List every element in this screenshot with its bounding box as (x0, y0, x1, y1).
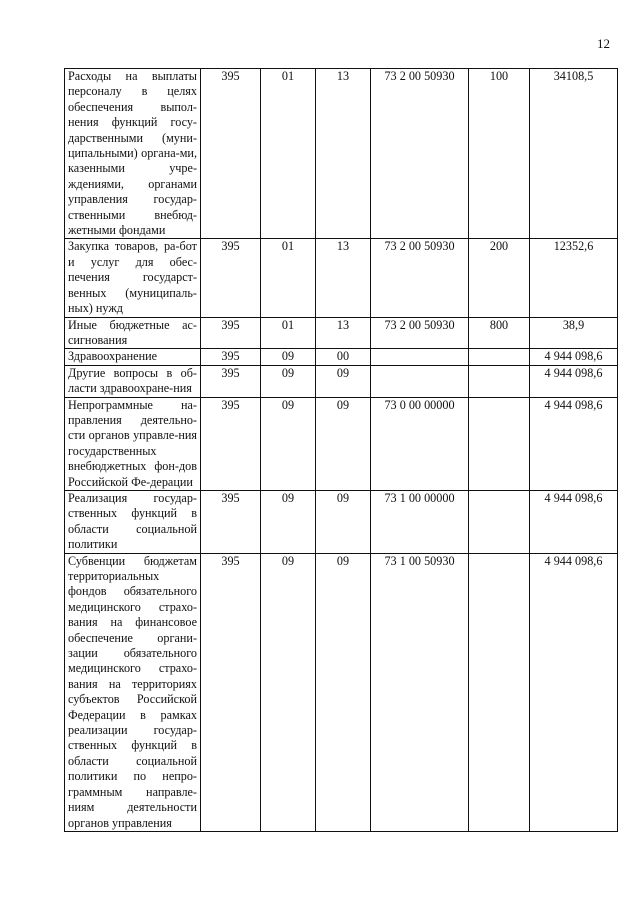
row-name: Расходы на выплаты персоналу в целях обеспечения выпол-нения функций госу-дарственными (муни-ципальными) органа-ми, казенными учре-ждениями, органами управления государ-ственными внебюд-жетными фондами (65, 69, 201, 239)
table-row (65, 397, 618, 490)
row-rz: 09 (261, 365, 316, 397)
row-rz: 01 (261, 317, 316, 349)
row-pr: 13 (316, 317, 371, 349)
row-pr: 09 (316, 553, 371, 831)
row-csr (371, 349, 469, 365)
row-rz: 09 (261, 397, 316, 490)
row-vr (469, 365, 530, 397)
row-name: Закупка товаров, ра-бот и услуг для обес-печения государст-венных (муниципаль-ных) нужд (65, 239, 201, 317)
row-name: Реализация государ-ственных функций в области социальной политики (65, 490, 201, 553)
row-sum: 4 944 098,6 (530, 490, 618, 553)
row-pr: 00 (316, 349, 371, 365)
row-ved: 395 (201, 349, 261, 365)
row-sum: 4 944 098,6 (530, 553, 618, 831)
row-sum: 4 944 098,6 (530, 397, 618, 490)
row-vr: 200 (469, 239, 530, 317)
row-sum: 4 944 098,6 (530, 365, 618, 397)
row-csr: 73 2 00 50930 (371, 69, 469, 239)
row-ved: 395 (201, 317, 261, 349)
table-row (65, 365, 618, 397)
row-csr: 73 2 00 50930 (371, 239, 469, 317)
row-vr: 100 (469, 69, 530, 239)
row-pr: 13 (316, 239, 371, 317)
table-row (65, 553, 618, 831)
row-ved: 395 (201, 365, 261, 397)
row-rz: 09 (261, 553, 316, 831)
row-ved: 395 (201, 397, 261, 490)
row-sum: 34108,5 (530, 69, 618, 239)
table-row (65, 349, 618, 365)
row-name: Иные бюджетные ас-сигнования (65, 317, 201, 349)
row-vr (469, 490, 530, 553)
row-pr: 09 (316, 397, 371, 490)
row-ved: 395 (201, 553, 261, 831)
row-vr (469, 553, 530, 831)
row-name: Другие вопросы в об-ласти здравоохране-ния (65, 365, 201, 397)
row-rz: 01 (261, 239, 316, 317)
row-csr: 73 1 00 00000 (371, 490, 469, 553)
table-row (65, 490, 618, 553)
row-rz: 01 (261, 69, 316, 239)
row-name: Субвенции бюджетам территориальных фондов обязательного медицинского страхо-вания на финансовое обеспечение органи-зации обязательного медицинского страхо-вания на территориях субъектов Российской Федерации в рамках реализации государ-ственных функций в области социальной политики по непро-граммным направле-ниям деятельности органов управления (65, 553, 201, 831)
row-csr: 73 0 00 00000 (371, 397, 469, 490)
page-number: 12 (597, 36, 610, 51)
row-sum: 38,9 (530, 317, 618, 349)
budget-table (64, 68, 618, 832)
row-rz: 09 (261, 490, 316, 553)
row-csr: 73 1 00 50930 (371, 553, 469, 831)
row-rz: 09 (261, 349, 316, 365)
row-ved: 395 (201, 69, 261, 239)
row-name: Непрограммные на-правления деятельно-сти органов управле-ния государственных внебюджетных фон-дов Российской Фе-дерации (65, 397, 201, 490)
budget-table-body (65, 69, 618, 832)
table-row (65, 239, 618, 317)
table-row (65, 317, 618, 349)
row-ved: 395 (201, 239, 261, 317)
row-csr: 73 2 00 50930 (371, 317, 469, 349)
row-sum: 4 944 098,6 (530, 349, 618, 365)
row-csr (371, 365, 469, 397)
row-pr: 09 (316, 490, 371, 553)
table-row (65, 69, 618, 239)
row-vr (469, 349, 530, 365)
row-name: Здравоохранение (65, 349, 201, 365)
row-vr (469, 397, 530, 490)
row-vr: 800 (469, 317, 530, 349)
row-pr: 09 (316, 365, 371, 397)
row-pr: 13 (316, 69, 371, 239)
row-ved: 395 (201, 490, 261, 553)
row-sum: 12352,6 (530, 239, 618, 317)
